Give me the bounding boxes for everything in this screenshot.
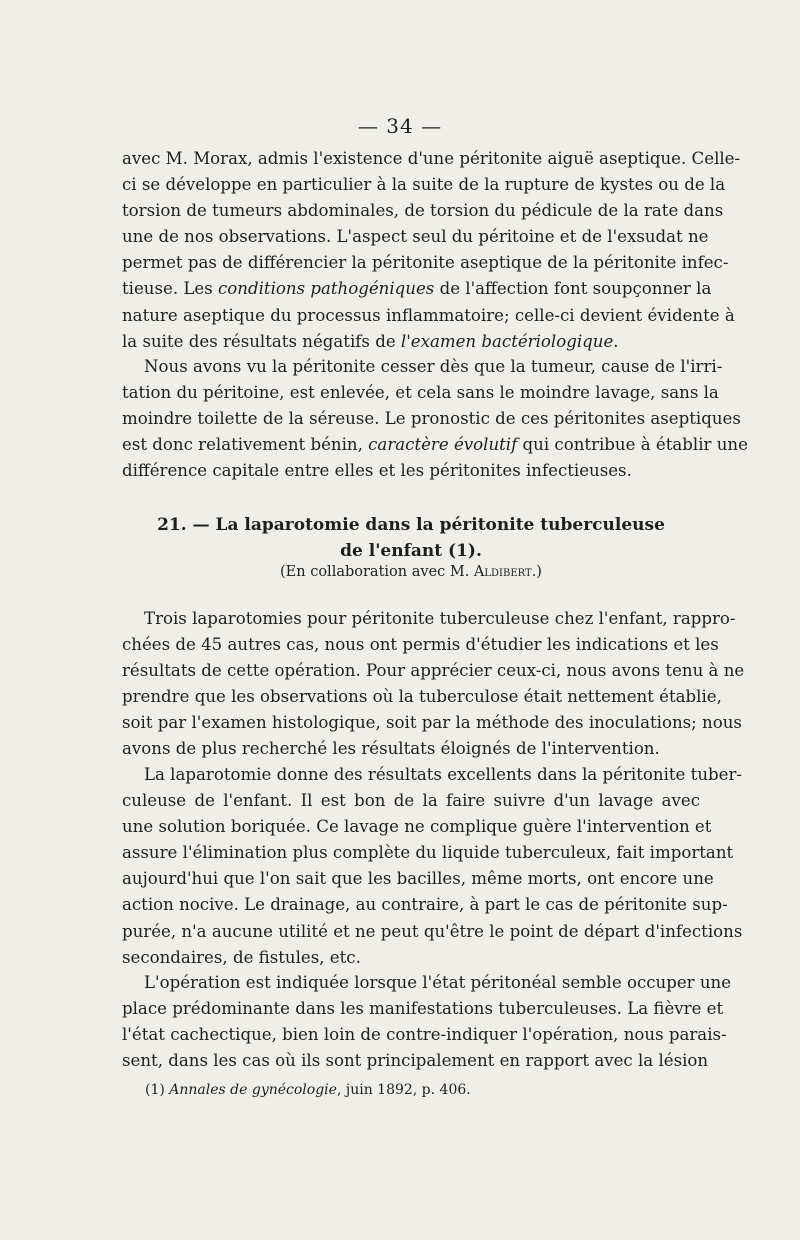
paragraph-laparotomies (122, 606, 745, 763)
text-line: place prédominante dans les manifestations tuberculeuses. La fièvre et (122, 999, 724, 1019)
section-title-line: 21. — La laparotomie dans la péritonite tuberculeuse (157, 515, 665, 535)
section-heading (122, 512, 700, 564)
text-line: Nous avons vu la péritonite cesser dès que la tumeur, cause de l'irri- (144, 357, 723, 376)
text-line: ci se développe en particulier à la suite de la rupture de kystes ou de la (122, 175, 726, 195)
italic-term: caractère évolutif (368, 435, 518, 455)
paragraph-aseptic-peritonitis (122, 146, 741, 355)
text-run: de l'affection font soupçonner la (434, 279, 712, 299)
footnote-journal: Annales de gynécologie (169, 1082, 337, 1098)
footnote-marker: (1) (145, 1082, 170, 1098)
collaborator-name: Aldibert (473, 564, 532, 580)
text-run: tieuse. Les (122, 279, 218, 299)
collab-suffix: .) (531, 564, 542, 580)
text-line (122, 432, 748, 458)
text-run: . (613, 331, 619, 351)
text-line: une de nos observations. L'aspect seul du péritoine et de l'exsudat ne (122, 227, 709, 247)
text-line: différence capitale entre elles et les péritonites infectieuses. (122, 461, 632, 481)
paragraph-prognosis (122, 354, 748, 484)
text-line: permet pas de différencier la péritonite aseptique de la péritonite infec- (122, 253, 729, 273)
text-line (122, 329, 700, 355)
text-line: l'état cachectique, bien loin de contre-indiquer l'opération, nous parais- (122, 1025, 727, 1045)
collab-prefix: (En collaboration avec M. (280, 564, 474, 580)
text-line: Trois laparotomies pour péritonite tuberculeuse chez l'enfant, rappro- (144, 609, 736, 628)
text-line: chées de 45 autres cas, nous ont permis d'étudier les indications et les (122, 635, 719, 655)
text-line: avec M. Morax, admis l'existence d'une péritonite aiguë aseptique. Celle- (122, 149, 741, 168)
text-line: tation du péritoine, est enlevée, et cela sans le moindre lavage, sans la (122, 383, 719, 403)
collaboration-note (122, 564, 700, 580)
text-line: une solution boriquée. Ce lavage ne complique guère l'intervention et (122, 817, 712, 837)
text-line: secondaires, de fistules, etc. (122, 947, 361, 967)
footnote-details: , juin 1892, p. 406. (336, 1082, 471, 1098)
section-title-line: de l'enfant (1). (340, 541, 482, 561)
text-run: qui contribue à établir une (517, 435, 748, 455)
text-line: L'opération est indiquée lorsque l'état péritonéal semble occuper une (144, 973, 732, 992)
text-line: résultats de cette opération. Pour apprécier ceux-ci, nous avons tenu à ne (122, 661, 745, 681)
text-run: la suite des résultats négatifs de (122, 331, 401, 351)
page-number: — 34 — (357, 114, 443, 138)
text-line: La laparotomie donne des résultats excellents dans la péritonite tuber- (144, 765, 742, 784)
text-line: sent, dans les cas où ils sont principalement en rapport avec la lésion (122, 1051, 709, 1071)
text-run: est donc relativement bénin, (122, 435, 369, 455)
text-line: aujourd'hui que l'on sait que les bacilles, même morts, ont encore une (122, 869, 714, 889)
text-line: nature aseptique du processus inflammatoire; celle-ci devient évidente à (122, 305, 735, 325)
text-line: purée, n'a aucune utilité et ne peut qu'être le point de départ d'infections (122, 921, 743, 941)
paragraph-results (122, 762, 743, 971)
paragraph-indications (122, 970, 732, 1074)
text-line: assure l'élimination plus complète du liquide tuberculeux, fait important (122, 843, 734, 863)
text-line: action nocive. Le drainage, au contraire, à part le cas de péritonite sup- (122, 895, 728, 915)
text-line: moindre toilette de la séreuse. Le pronostic de ces péritonites aseptiques (122, 409, 741, 429)
text-line: avons de plus recherché les résultats éloignés de l'intervention. (122, 739, 660, 759)
italic-term: conditions pathogéniques (218, 279, 435, 299)
italic-term: l'examen bactériologique (400, 331, 614, 351)
text-line (122, 276, 712, 302)
text-line: culeuse de l'enfant. Il est bon de la faire suivre d'un lavage avec (122, 791, 700, 811)
footnote (145, 1082, 471, 1098)
text-line: soit par l'examen histologique, soit par la méthode des inoculations; nous (122, 713, 742, 733)
text-line: prendre que les observations où la tuberculose était nettement établie, (122, 687, 722, 707)
text-line: torsion de tumeurs abdominales, de torsion du pédicule de la rate dans (122, 201, 724, 221)
